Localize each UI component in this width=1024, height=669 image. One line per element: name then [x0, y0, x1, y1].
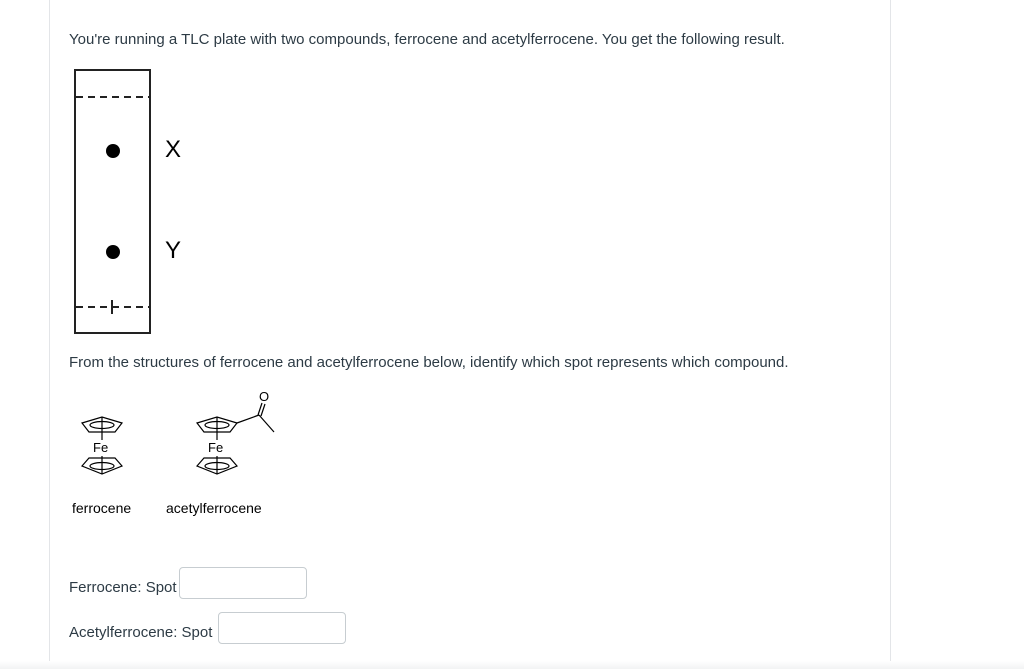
- acetylferrocene-spot-input[interactable]: [218, 612, 346, 644]
- spot-x-label: X: [165, 136, 182, 163]
- oxygen-label: O: [259, 389, 270, 404]
- ferrocene-name: ferrocene: [72, 500, 132, 516]
- instruction-text: From the structures of ferrocene and acetylferrocene below, identify which spot represents which compound.: [69, 354, 789, 371]
- intro-text: You're running a TLC plate with two compounds, ferrocene and acetylferrocene. You get the following result.: [69, 31, 785, 48]
- spot-x: [106, 144, 120, 158]
- acetylferrocene-answer-label: Acetylferrocene: Spot: [69, 624, 213, 641]
- acetylferrocene-fe-label: Fe: [208, 440, 224, 455]
- ferrocene-answer-label: Ferrocene: Spot: [69, 579, 177, 596]
- ferrocene-fe-label: Fe: [93, 440, 109, 455]
- ferrocene-spot-input[interactable]: [179, 567, 307, 599]
- spot-y-label: Y: [165, 237, 182, 264]
- tlc-plate: [75, 70, 150, 333]
- acetylferrocene-structure: [197, 403, 274, 474]
- acetylferrocene-name: acetylferrocene: [166, 500, 262, 516]
- bottom-edge: [0, 661, 1024, 669]
- spot-y: [106, 245, 120, 259]
